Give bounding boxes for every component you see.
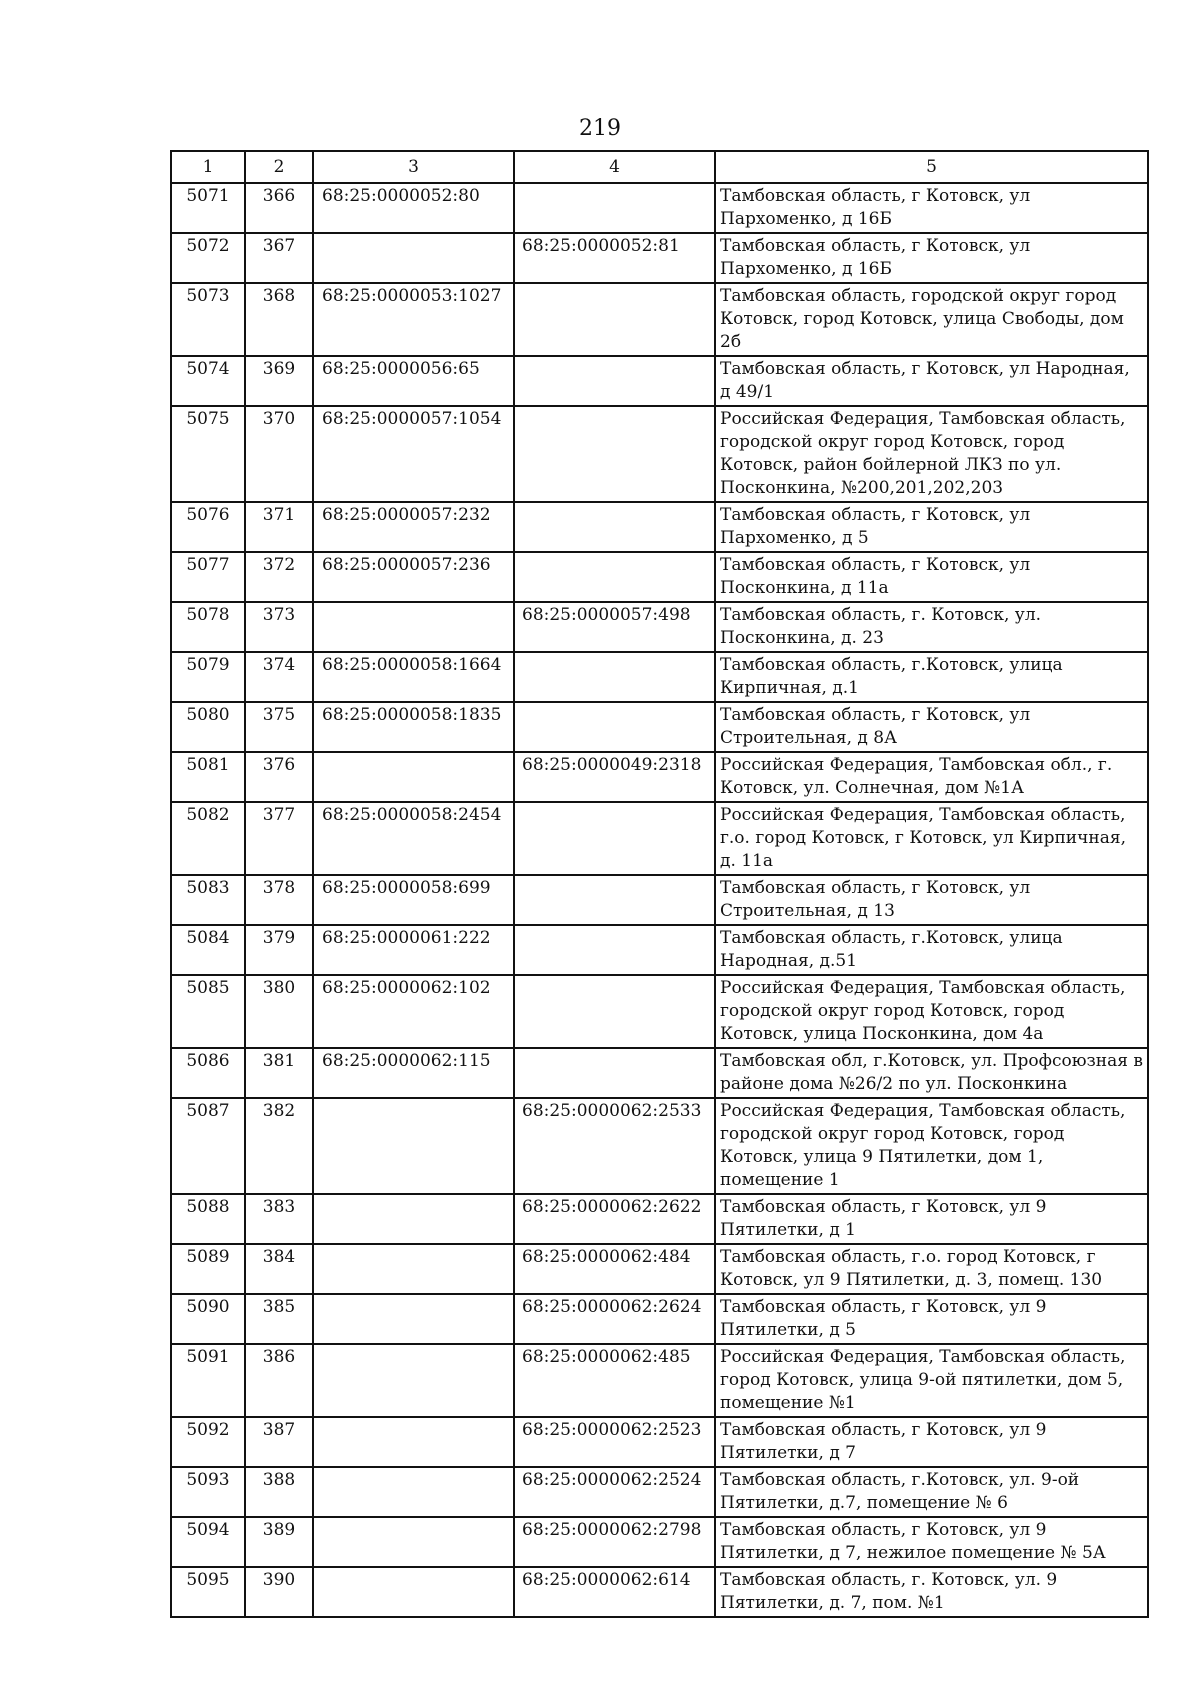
row-index-cell: 382	[245, 1098, 313, 1194]
table-row	[171, 233, 1148, 283]
table-row	[171, 875, 1148, 925]
row-index-cell: 387	[245, 1417, 313, 1467]
cadastral-number-cell	[313, 1098, 514, 1194]
row-index-cell: 376	[245, 752, 313, 802]
cadastral-number-alt-cell: 68:25:0000052:81	[514, 233, 715, 283]
table-row	[171, 552, 1148, 602]
table-row	[171, 975, 1148, 1048]
address-cell: Тамбовская область, г.Котовск, улица Кирпичная, д.1	[715, 652, 1148, 702]
cadastral-number-cell: 68:25:0000056:65	[313, 356, 514, 406]
cadastral-number-alt-cell	[514, 283, 715, 356]
cadastral-number-alt-cell: 68:25:0000049:2318	[514, 752, 715, 802]
table-row	[171, 802, 1148, 875]
cadastral-number-alt-cell	[514, 183, 715, 233]
cadastral-number-cell: 68:25:0000053:1027	[313, 283, 514, 356]
cadastral-number-cell	[313, 1194, 514, 1244]
cadastral-number-alt-cell: 68:25:0000062:2798	[514, 1517, 715, 1567]
cadastral-number-alt-cell	[514, 552, 715, 602]
row-number-cell: 5083	[171, 875, 245, 925]
row-index-cell: 369	[245, 356, 313, 406]
column-header-3: 3	[313, 151, 514, 183]
address-cell: Тамбовская область, г Котовск, ул 9 Пятилетки, д 5	[715, 1294, 1148, 1344]
cadastral-number-cell: 68:25:0000057:236	[313, 552, 514, 602]
row-number-cell: 5093	[171, 1467, 245, 1517]
cadastral-number-alt-cell: 68:25:0000062:2622	[514, 1194, 715, 1244]
row-number-cell: 5073	[171, 283, 245, 356]
cadastral-number-cell: 68:25:0000061:222	[313, 925, 514, 975]
table-row	[171, 406, 1148, 502]
row-number-cell: 5084	[171, 925, 245, 975]
row-number-cell: 5071	[171, 183, 245, 233]
cadastral-number-alt-cell: 68:25:0000062:485	[514, 1344, 715, 1417]
row-number-cell: 5086	[171, 1048, 245, 1098]
cadastral-number-alt-cell	[514, 702, 715, 752]
column-header-1: 1	[171, 151, 245, 183]
row-index-cell: 384	[245, 1244, 313, 1294]
cadastral-number-cell: 68:25:0000058:699	[313, 875, 514, 925]
cadastral-number-alt-cell	[514, 1048, 715, 1098]
table-row	[171, 356, 1148, 406]
address-cell: Российская Федерация, Тамбовская область, г.о. город Котовск, г Котовск, ул Кирпичная, д. 11а	[715, 802, 1148, 875]
table-row	[171, 183, 1148, 233]
cadastral-number-cell	[313, 1517, 514, 1567]
row-index-cell: 388	[245, 1467, 313, 1517]
row-number-cell: 5094	[171, 1517, 245, 1567]
cadastral-number-alt-cell: 68:25:0000062:2533	[514, 1098, 715, 1194]
cadastral-number-cell: 68:25:0000052:80	[313, 183, 514, 233]
row-index-cell: 374	[245, 652, 313, 702]
row-index-cell: 373	[245, 602, 313, 652]
address-cell: Тамбовская область, г.Котовск, ул. 9-ой Пятилетки, д.7, помещение № 6	[715, 1467, 1148, 1517]
row-index-cell: 383	[245, 1194, 313, 1244]
row-index-cell: 368	[245, 283, 313, 356]
cadastral-number-alt-cell: 68:25:0000062:2523	[514, 1417, 715, 1467]
column-header-2: 2	[245, 151, 313, 183]
cadastral-number-cell: 68:25:0000058:1664	[313, 652, 514, 702]
table-row	[171, 1344, 1148, 1417]
address-cell: Тамбовская область, г Котовск, ул 9 Пятилетки, д 7	[715, 1417, 1148, 1467]
table-row	[171, 1417, 1148, 1467]
cadastral-number-alt-cell	[514, 406, 715, 502]
column-header-5: 5	[715, 151, 1148, 183]
row-number-cell: 5089	[171, 1244, 245, 1294]
row-number-cell: 5076	[171, 502, 245, 552]
cadastral-number-cell	[313, 1344, 514, 1417]
address-cell: Российская Федерация, Тамбовская область, городской округ город Котовск, город Котовск, район бойлерной ЛКЗ по ул. Посконкина, №200,201,202,203	[715, 406, 1148, 502]
row-index-cell: 380	[245, 975, 313, 1048]
address-cell: Тамбовская область, г.о. город Котовск, г Котовск, ул 9 Пятилетки, д. 3, помещ. 130	[715, 1244, 1148, 1294]
table-row	[171, 502, 1148, 552]
cadastral-number-alt-cell	[514, 652, 715, 702]
cadastral-number-alt-cell: 68:25:0000057:498	[514, 602, 715, 652]
table-row	[171, 652, 1148, 702]
address-cell: Российская Федерация, Тамбовская область, городской округ город Котовск, город Котовск, улица Посконкина, дом 4а	[715, 975, 1148, 1048]
cadastral-number-cell: 68:25:0000058:1835	[313, 702, 514, 752]
row-number-cell: 5075	[171, 406, 245, 502]
address-cell: Российская Федерация, Тамбовская область, город Котовск, улица 9-ой пятилетки, дом 5, помещение №1	[715, 1344, 1148, 1417]
cadastral-number-cell: 68:25:0000057:232	[313, 502, 514, 552]
cadastral-number-cell: 68:25:0000057:1054	[313, 406, 514, 502]
row-number-cell: 5081	[171, 752, 245, 802]
table-row	[171, 702, 1148, 752]
table-row	[171, 1567, 1148, 1617]
row-number-cell: 5087	[171, 1098, 245, 1194]
row-number-cell: 5095	[171, 1567, 245, 1617]
row-number-cell: 5078	[171, 602, 245, 652]
cadastral-number-alt-cell	[514, 975, 715, 1048]
address-cell: Тамбовская область, г Котовск, ул Строительная, д 13	[715, 875, 1148, 925]
row-number-cell: 5090	[171, 1294, 245, 1344]
row-index-cell: 386	[245, 1344, 313, 1417]
table-row	[171, 602, 1148, 652]
address-cell: Тамбовская область, г Котовск, ул Пархоменко, д 16Б	[715, 233, 1148, 283]
address-cell: Тамбовская область, г Котовск, ул 9 Пятилетки, д 7, нежилое помещение № 5А	[715, 1517, 1148, 1567]
row-number-cell: 5079	[171, 652, 245, 702]
header-row	[171, 151, 1148, 183]
table-row	[171, 925, 1148, 975]
address-cell: Тамбовская область, г. Котовск, ул. 9 Пятилетки, д. 7, пом. №1	[715, 1567, 1148, 1617]
row-index-cell: 389	[245, 1517, 313, 1567]
table-row	[171, 1194, 1148, 1244]
table-row	[171, 1098, 1148, 1194]
row-number-cell: 5074	[171, 356, 245, 406]
cadastral-number-alt-cell	[514, 802, 715, 875]
address-cell: Тамбовская область, г. Котовск, ул. Посконкина, д. 23	[715, 602, 1148, 652]
table-row	[171, 1517, 1148, 1567]
cadastral-number-alt-cell	[514, 356, 715, 406]
row-number-cell: 5085	[171, 975, 245, 1048]
row-index-cell: 379	[245, 925, 313, 975]
cadastral-number-alt-cell	[514, 502, 715, 552]
column-header-4: 4	[514, 151, 715, 183]
row-number-cell: 5088	[171, 1194, 245, 1244]
cadastral-number-alt-cell: 68:25:0000062:614	[514, 1567, 715, 1617]
address-cell: Тамбовская область, г Котовск, ул Посконкина, д 11а	[715, 552, 1148, 602]
cadastral-number-cell	[313, 233, 514, 283]
address-cell: Тамбовская область, г Котовск, ул 9 Пятилетки, д 1	[715, 1194, 1148, 1244]
address-cell: Российская Федерация, Тамбовская обл., г. Котовск, ул. Солнечная, дом №1А	[715, 752, 1148, 802]
table-body	[171, 183, 1148, 1617]
cadastral-number-alt-cell: 68:25:0000062:484	[514, 1244, 715, 1294]
address-cell: Тамбовская область, городской округ город Котовск, город Котовск, улица Свободы, дом 2б	[715, 283, 1148, 356]
cadastral-number-cell	[313, 1244, 514, 1294]
cadastral-number-alt-cell: 68:25:0000062:2524	[514, 1467, 715, 1517]
row-index-cell: 367	[245, 233, 313, 283]
address-cell: Тамбовская область, г Котовск, ул Строительная, д 8А	[715, 702, 1148, 752]
cadastral-number-cell	[313, 752, 514, 802]
table-row	[171, 1048, 1148, 1098]
address-cell: Тамбовская область, г Котовск, ул Пархоменко, д 5	[715, 502, 1148, 552]
cadastral-number-cell	[313, 602, 514, 652]
cadastral-number-cell	[313, 1417, 514, 1467]
cadastral-number-cell	[313, 1467, 514, 1517]
table-row	[171, 1244, 1148, 1294]
row-index-cell: 385	[245, 1294, 313, 1344]
address-cell: Российская Федерация, Тамбовская область, городской округ город Котовск, город Котовск, улица 9 Пятилетки, дом 1, помещение 1	[715, 1098, 1148, 1194]
row-number-cell: 5077	[171, 552, 245, 602]
cadastral-number-alt-cell	[514, 925, 715, 975]
table-row	[171, 1294, 1148, 1344]
cadastral-number-cell: 68:25:0000058:2454	[313, 802, 514, 875]
row-index-cell: 381	[245, 1048, 313, 1098]
page-number: 219	[579, 116, 621, 141]
table-row	[171, 1467, 1148, 1517]
address-cell: Тамбовская область, г.Котовск, улица Народная, д.51	[715, 925, 1148, 975]
row-index-cell: 377	[245, 802, 313, 875]
cadastral-number-cell: 68:25:0000062:102	[313, 975, 514, 1048]
row-number-cell: 5080	[171, 702, 245, 752]
cadastral-number-cell	[313, 1567, 514, 1617]
cadastral-number-cell	[313, 1294, 514, 1344]
row-index-cell: 370	[245, 406, 313, 502]
cadastral-number-alt-cell: 68:25:0000062:2624	[514, 1294, 715, 1344]
address-cell: Тамбовская область, г Котовск, ул Народная, д 49/1	[715, 356, 1148, 406]
registry-table	[170, 150, 1149, 1618]
row-index-cell: 366	[245, 183, 313, 233]
row-number-cell: 5091	[171, 1344, 245, 1417]
row-index-cell: 371	[245, 502, 313, 552]
cadastral-number-cell: 68:25:0000062:115	[313, 1048, 514, 1098]
cadastral-number-alt-cell	[514, 875, 715, 925]
table-row	[171, 283, 1148, 356]
row-number-cell: 5072	[171, 233, 245, 283]
row-index-cell: 375	[245, 702, 313, 752]
row-index-cell: 378	[245, 875, 313, 925]
row-number-cell: 5082	[171, 802, 245, 875]
table-row	[171, 752, 1148, 802]
row-index-cell: 390	[245, 1567, 313, 1617]
address-cell: Тамбовская обл, г.Котовск, ул. Профсоюзная в районе дома №26/2 по ул. Посконкина	[715, 1048, 1148, 1098]
row-index-cell: 372	[245, 552, 313, 602]
address-cell: Тамбовская область, г Котовск, ул Пархоменко, д 16Б	[715, 183, 1148, 233]
row-number-cell: 5092	[171, 1417, 245, 1467]
